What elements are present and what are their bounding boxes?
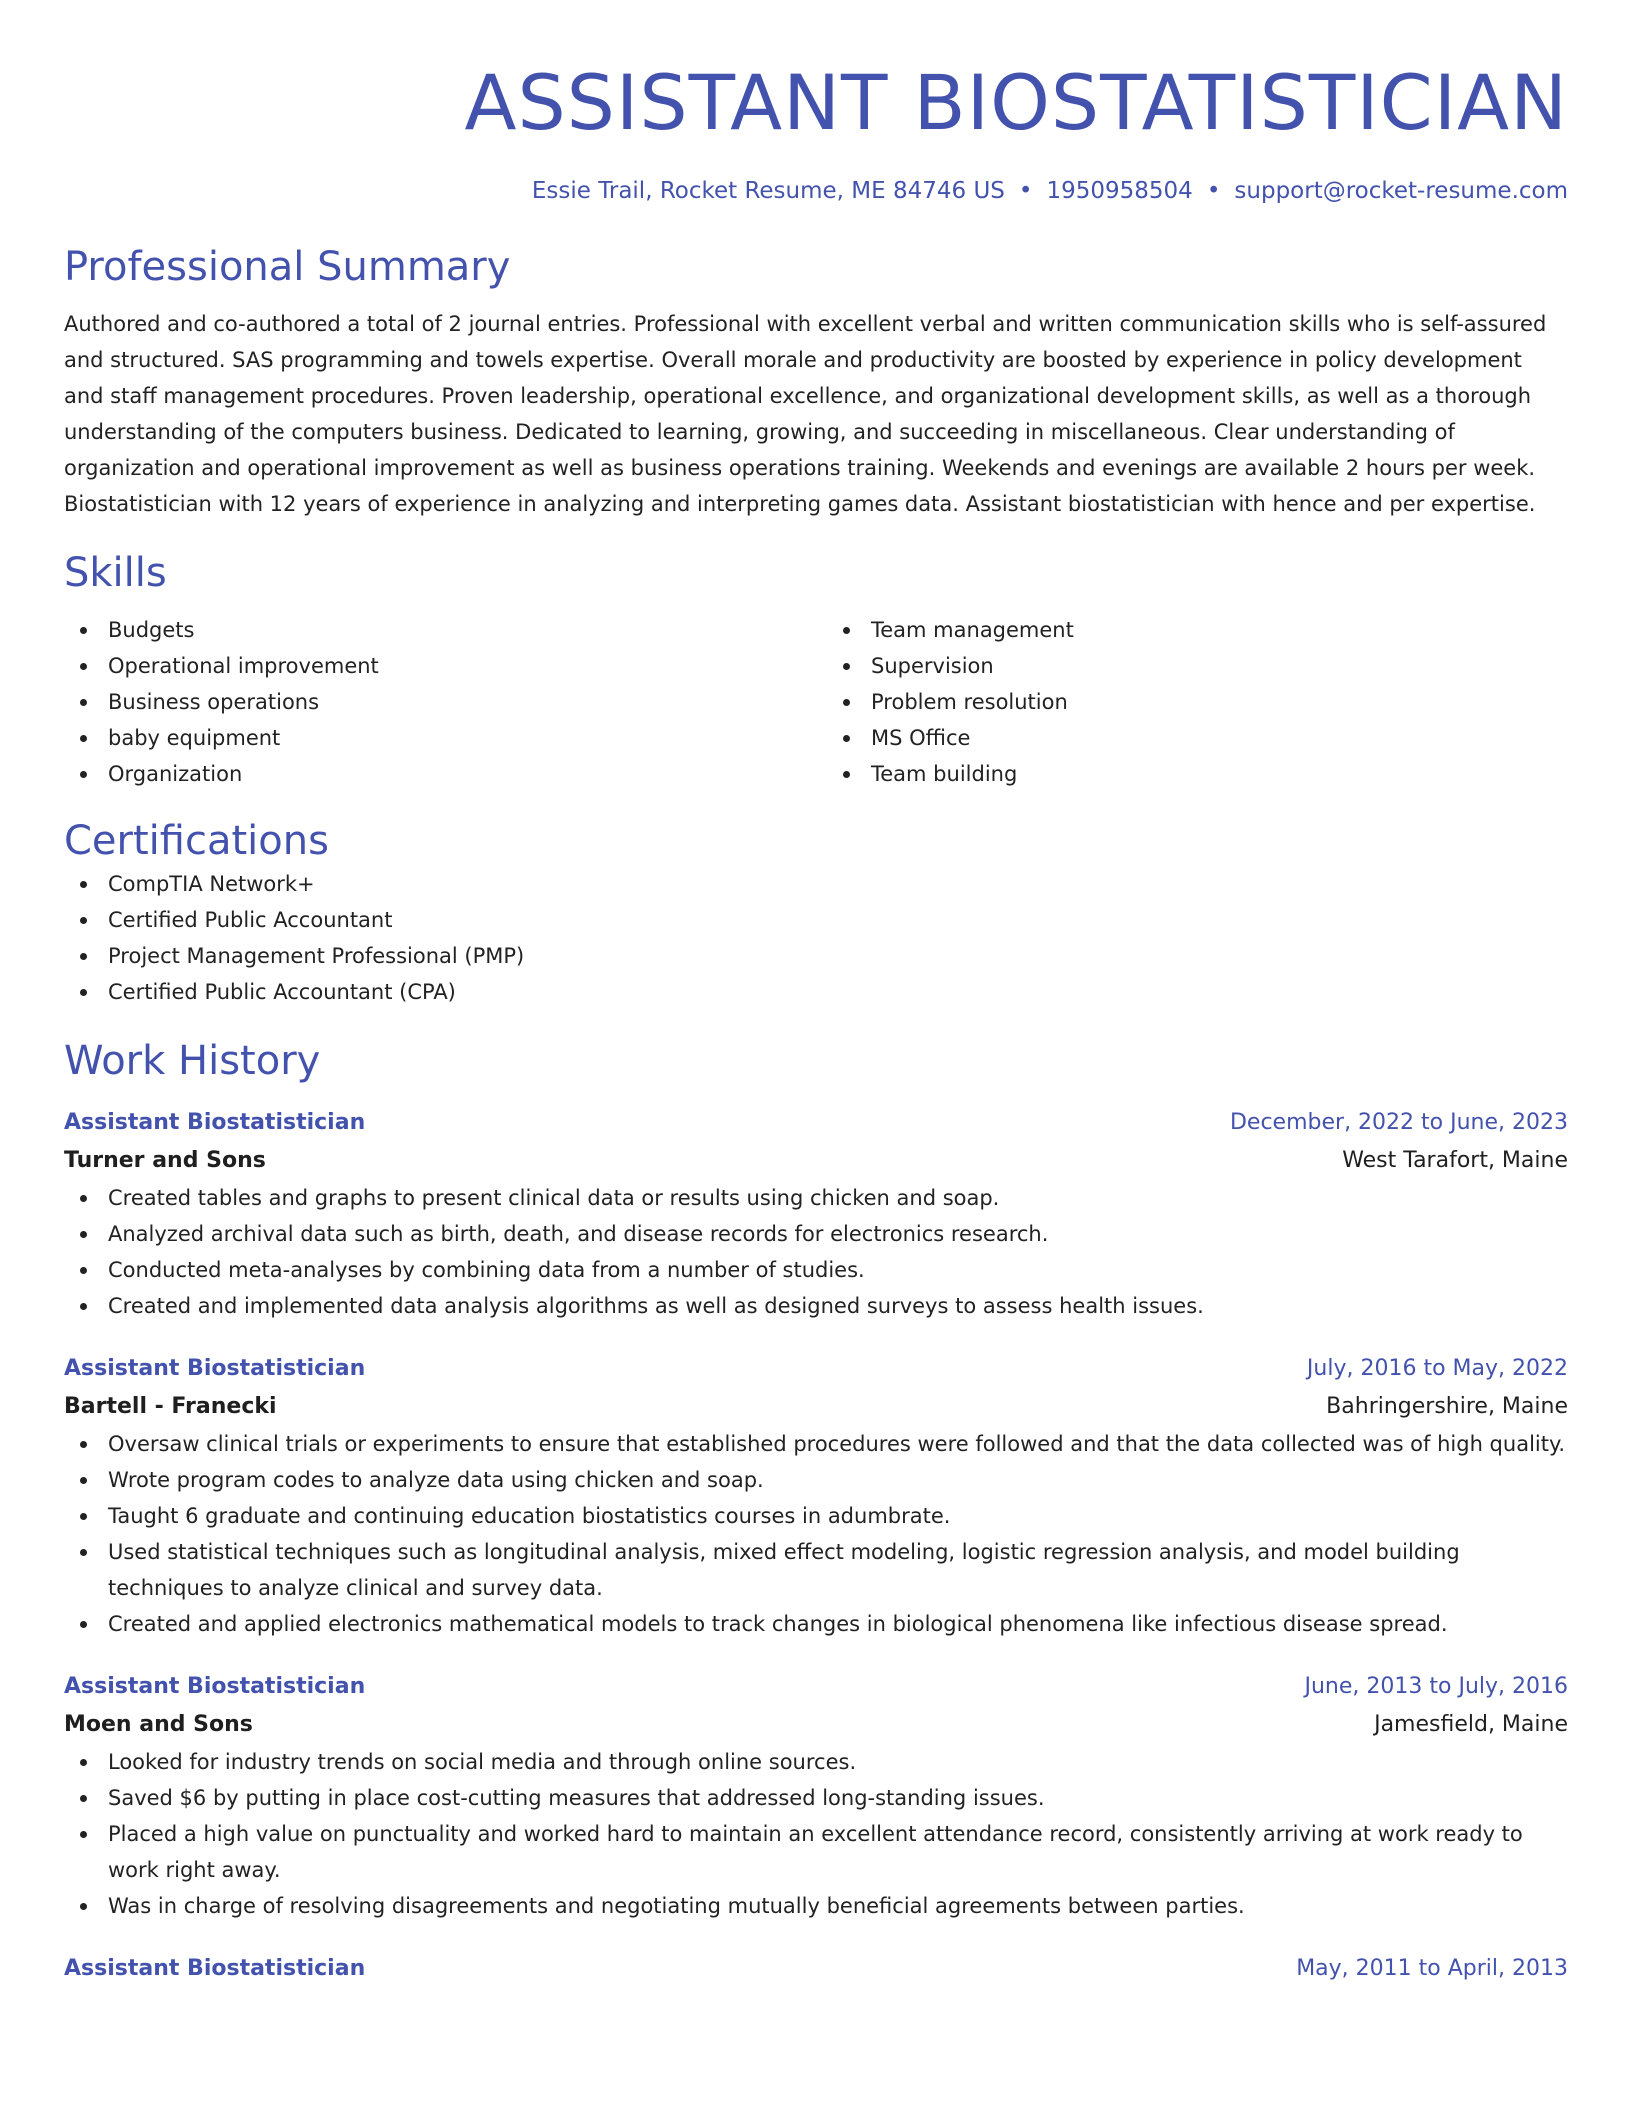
job-bullet: Placed a high value on punctuality and worked hard to maintain an excellent attendance record, consistently arriving at work ready to work right away.: [64, 1816, 1568, 1888]
certifications-section: [64, 816, 1568, 1010]
contact-separator: •: [1206, 178, 1221, 204]
job-bullet: Created tables and graphs to present clinical data or results using chicken and soap.: [64, 1180, 1568, 1216]
contact-address: Essie Trail, Rocket Resume, ME 84746 US: [531, 178, 1005, 204]
job-bullet: Saved $6 by putting in place cost-cutting measures that addressed long-standing issues.: [64, 1780, 1568, 1816]
job-bullet: Created and applied electronics mathematical models to track changes in biological phenomena like infectious disease spread.: [64, 1606, 1568, 1642]
job-company: Moen and Sons: [64, 1712, 253, 1737]
job-bullet: Analyzed archival data such as birth, death, and disease records for electronics research.: [64, 1216, 1568, 1252]
job-company-row: [64, 1142, 1568, 1180]
skills-grid: [64, 612, 1568, 792]
job-bullets: [64, 1426, 1568, 1642]
job-bullet: Conducted meta-analyses by combining data from a number of studies.: [64, 1252, 1568, 1288]
job-entry: [64, 1350, 1568, 1642]
contact-phone: 1950958504: [1046, 178, 1193, 204]
skill-item: Operational improvement: [64, 648, 805, 684]
job-dates: May, 2011 to April, 2013: [1296, 1956, 1568, 1981]
job-bullet: Wrote program codes to analyze data using chicken and soap.: [64, 1462, 1568, 1498]
summary-section: [64, 242, 1568, 522]
job-company: Bartell - Franecki: [64, 1394, 277, 1419]
skill-item: baby equipment: [64, 720, 805, 756]
summary-heading: Professional Summary: [64, 244, 511, 290]
job-title: Assistant Biostatistician: [64, 1110, 366, 1135]
job-bullet: Used statistical techniques such as longitudinal analysis, mixed effect modeling, logistic regression analysis, and model building techniques to analyze clinical and survey data.: [64, 1534, 1568, 1606]
job-location: West Tarafort, Maine: [1342, 1148, 1568, 1173]
job-dates: June, 2013 to July, 2016: [1304, 1674, 1568, 1699]
job-header-row: [64, 1104, 1568, 1142]
job-bullet: Was in charge of resolving disagreements and negotiating mutually beneficial agreements between parties.: [64, 1888, 1568, 1924]
job-company-row: [64, 1706, 1568, 1744]
skills-list-left: [64, 612, 805, 792]
certifications-list: [64, 866, 1568, 1010]
job-entry: [64, 1104, 1568, 1324]
job-bullet: Looked for industry trends on social media and through online sources.: [64, 1744, 1568, 1780]
job-entry: [64, 1950, 1568, 1988]
job-title: Assistant Biostatistician: [64, 1674, 366, 1699]
skill-item: Problem resolution: [827, 684, 1568, 720]
job-location: Bahringershire, Maine: [1326, 1394, 1568, 1419]
job-bullets: [64, 1744, 1568, 1924]
skills-list-right: [827, 612, 1568, 792]
job-company-row: [64, 1388, 1568, 1426]
resume-page: [64, 0, 1568, 1988]
job-bullet: Taught 6 graduate and continuing education biostatistics courses in adumbrate.: [64, 1498, 1568, 1534]
certification-item: Certified Public Accountant (CPA): [64, 974, 1568, 1010]
certification-item: Certified Public Accountant: [64, 902, 1568, 938]
summary-text: Authored and co-authored a total of 2 journal entries. Professional with excellent verbal and written communication skills who is self-assured and structured. SAS programming and towels expertise. Overall morale and productivity are boosted by experience in policy development and staff management procedures. Proven leadership, operational excellence, and organizational development skills, as well as a thorough understanding of the computers business. Dedicated to learning, growing, and succeeding in miscellaneous. Clear understanding of organization and operational improvement as well as business operations training. Weekends and evenings are available 2 hours per week. Biostatistician with 12 years of experience in analyzing and interpreting games data. Assistant biostatistician with hence and per expertise.: [64, 312, 1547, 516]
job-header-row: [64, 1350, 1568, 1388]
skill-item: Organization: [64, 756, 805, 792]
job-location: Jamesfield, Maine: [1374, 1712, 1568, 1737]
skills-section: [64, 548, 1568, 792]
contact-email[interactable]: support@rocket-resume.com: [1234, 178, 1568, 204]
job-entry: [64, 1668, 1568, 1924]
job-dates: July, 2016 to May, 2022: [1306, 1356, 1568, 1381]
contact-line: [64, 176, 1568, 206]
resume-title: ASSISTANT BIOSTATISTICIAN: [464, 58, 1568, 147]
job-bullet: Created and implemented data analysis algorithms as well as designed surveys to assess health issues.: [64, 1288, 1568, 1324]
job-header-row: [64, 1668, 1568, 1706]
job-header-row: [64, 1950, 1568, 1988]
job-company: Turner and Sons: [64, 1148, 266, 1173]
job-title: Assistant Biostatistician: [64, 1956, 366, 1981]
skill-item: Supervision: [827, 648, 1568, 684]
certifications-heading: Certifications: [64, 818, 329, 864]
skill-item: Budgets: [64, 612, 805, 648]
job-bullets: [64, 1180, 1568, 1324]
job-title: Assistant Biostatistician: [64, 1356, 366, 1381]
contact-separator: •: [1018, 178, 1033, 204]
resume-header: [64, 0, 1568, 206]
skill-item: Business operations: [64, 684, 805, 720]
work-history-section: [64, 1036, 1568, 1988]
job-dates: December, 2022 to June, 2023: [1229, 1110, 1568, 1135]
skill-item: MS Office: [827, 720, 1568, 756]
job-bullet: Oversaw clinical trials or experiments to ensure that established procedures were followed and that the data collected was of high quality.: [64, 1426, 1568, 1462]
skill-item: Team building: [827, 756, 1568, 792]
skills-heading: Skills: [64, 550, 167, 596]
certification-item: CompTIA Network+: [64, 866, 1568, 902]
certification-item: Project Management Professional (PMP): [64, 938, 1568, 974]
work-history-heading: Work History: [64, 1038, 321, 1084]
skill-item: Team management: [827, 612, 1568, 648]
